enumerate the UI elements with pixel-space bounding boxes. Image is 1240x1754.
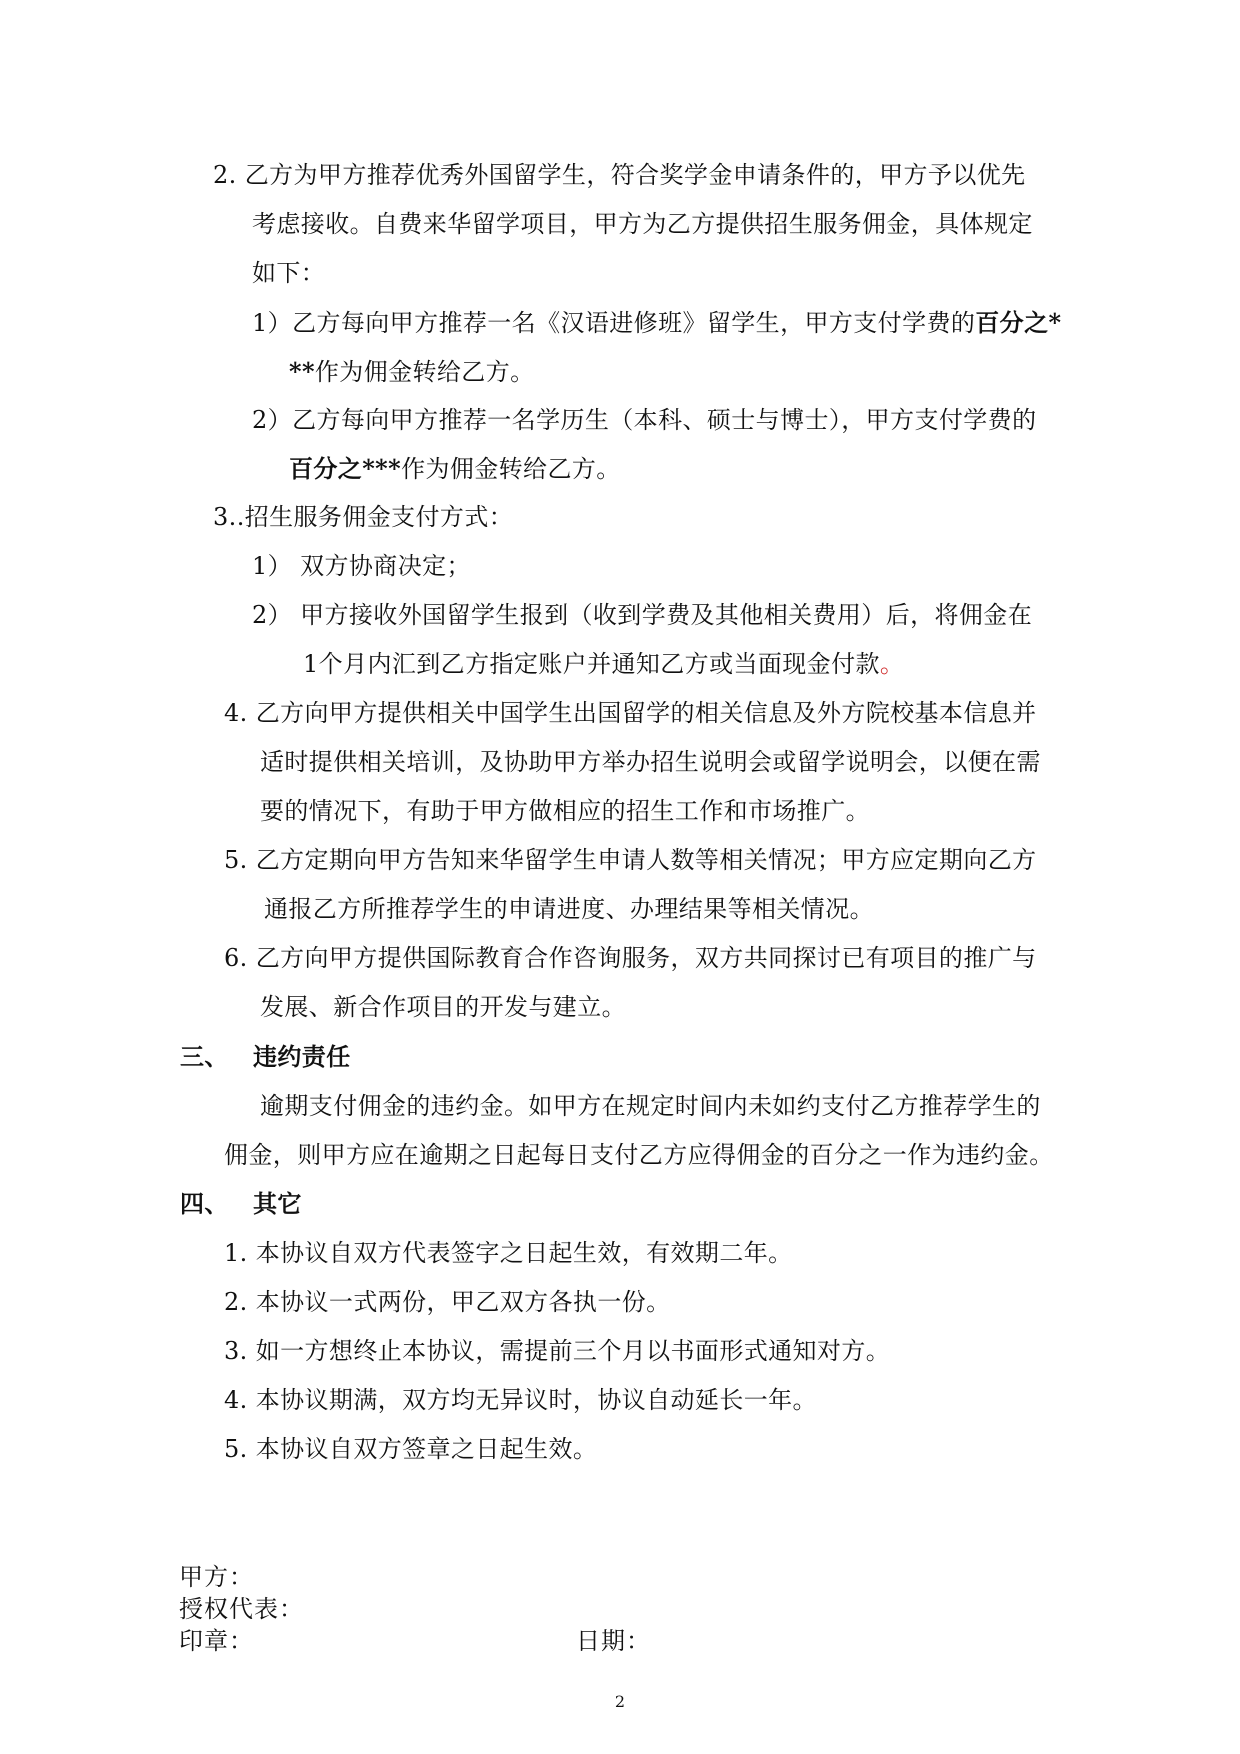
page-number: 2 (614, 1692, 626, 1711)
section-4-item-3: 3. 如一方想终止本协议，需提前三个月以书面形式通知对方。 (224, 1337, 891, 1365)
clause-2-item-2-percent: 百分之*** (289, 454, 402, 483)
clause-2-item-2-line-2 (289, 454, 621, 483)
section-3-para-line-1: 逾期支付佣金的违约金。如甲方在规定时间内未如约支付乙方推荐学生的 (260, 1092, 1041, 1120)
clause-4-line-2: 适时提供相关培训，及协助甲方举办招生说明会或留学说明会，以便在需 (260, 748, 1041, 776)
clause-4-line-3: 要的情况下，有助于甲方做相应的招生工作和市场推广。 (260, 797, 870, 825)
authorized-rep-label: 授权代表： (179, 1595, 304, 1623)
clause-5-line-2: 通报乙方所推荐学生的申请进度、办理结果等相关情况。 (264, 895, 874, 923)
section-3-title: 违约责任 (253, 1043, 351, 1071)
section-3-para-line-2: 佣金，则甲方应在逾期之日起每日支付乙方应得佣金的百分之一作为违约金。 (224, 1141, 1054, 1169)
clause-3-item-2-line-1: 2） 甲方接收外国留学生报到（收到学费及其他相关费用）后，将佣金在 (252, 601, 1033, 629)
section-4-item-2: 2. 本协议一式两份，甲乙双方各执一份。 (224, 1288, 671, 1316)
clause-2-item-1-tail: 作为佣金转给乙方。 (314, 358, 535, 386)
clause-6-line-1: 6. 乙方向甲方提供国际教育合作咨询服务，双方共同探讨已有项目的推广与 (224, 944, 1037, 972)
clause-3-item-2-period: 。 (879, 650, 905, 678)
clause-2-item-1-percent-cont: ** (289, 357, 315, 386)
party-a-label: 甲方： (179, 1563, 254, 1591)
clause-2-item-2-tail: 作为佣金转给乙方。 (401, 455, 621, 483)
clause-3-heading: 3..招生服务佣金支付方式： (213, 503, 514, 531)
clause-2-line-3: 如下： (252, 259, 326, 287)
clause-2-item-2-line-1: 2）乙方每向甲方推荐一名学历生（本科、硕士与博士），甲方支付学费的 (252, 406, 1037, 434)
section-3-number: 三、 (180, 1043, 229, 1071)
clause-2-item-1-line-1 (252, 308, 1062, 337)
clause-2-item-1-percent: 百分之* (975, 308, 1062, 337)
clause-4-line-1: 4. 乙方向甲方提供相关中国学生出国留学的相关信息及外方院校基本信息并 (224, 699, 1037, 727)
clause-6-line-2: 发展、新合作项目的开发与建立。 (260, 993, 626, 1021)
clause-3-item-2-line-2 (303, 652, 904, 676)
clause-2-line-1: 2. 乙方为甲方推荐优秀外国留学生，符合奖学金申请条件的，甲方予以优先 (213, 161, 1026, 189)
clause-2-line-2: 考虑接收。自费来华留学项目，甲方为乙方提供招生服务佣金，具体规定 (252, 210, 1033, 238)
section-4-number: 四、 (180, 1190, 229, 1218)
clause-3-item-1: 1） 双方协商决定； (252, 552, 471, 580)
clause-3-item-2-text: 1个月内汇到乙方指定账户并通知乙方或当面现金付款 (303, 650, 880, 678)
clause-5-line-1: 5. 乙方定期向甲方告知来华留学生申请人数等相关情况；甲方应定期向乙方 (224, 846, 1037, 874)
seal-label: 印章： (179, 1627, 254, 1655)
section-4-title: 其它 (253, 1190, 302, 1218)
clause-2-item-1-text: 1）乙方每向甲方推荐一名《汉语进修班》留学生，甲方支付学费的 (252, 309, 976, 337)
date-label: 日期： (576, 1627, 651, 1655)
section-4-item-4: 4. 本协议期满，双方均无异议时，协议自动延长一年。 (224, 1386, 817, 1414)
clause-2-item-1-line-2 (289, 357, 535, 386)
section-4-item-1: 1. 本协议自双方代表签字之日起生效，有效期二年。 (224, 1239, 793, 1267)
section-4-item-5: 5. 本协议自双方签章之日起生效。 (224, 1435, 598, 1463)
